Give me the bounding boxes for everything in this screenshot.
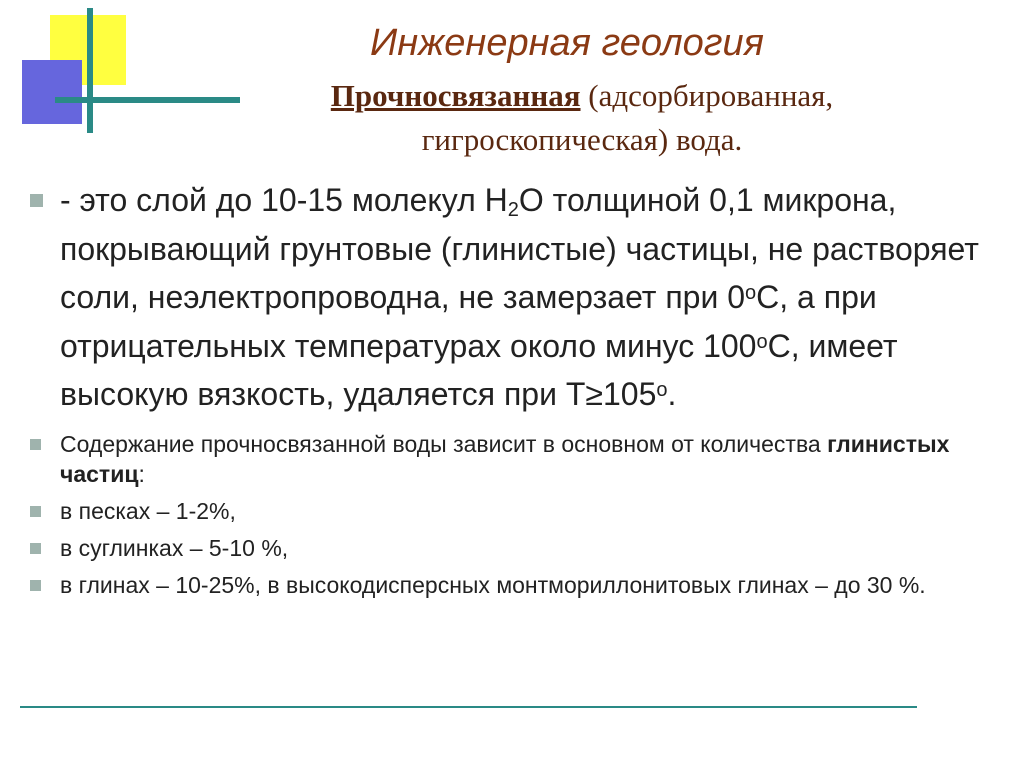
bullet-item-definition (30, 176, 1015, 419)
bullet-item-content (30, 429, 1015, 489)
superscript: о (656, 379, 668, 401)
slide-content (30, 176, 1015, 600)
subtitle-line2: гигроскопическая) вода. (421, 122, 743, 157)
bullet-item-loam (30, 533, 1015, 563)
bullet-text: в песках – 1-2%, (60, 497, 236, 524)
square-bullet-icon (30, 506, 41, 517)
bullet-text: О толщиной 0,1 микрона, покрывающий грунтовые (глинистые) частицы, не растворяет соли, неэлектропроводна, не замерзает при 0 (60, 182, 979, 315)
bullet-text: С, имеет высокую вязкость, удаляется при Т≥105 (60, 327, 898, 412)
bullet-text: . (667, 376, 677, 412)
bullet-text: в глинах – 10-25%, в высокодисперсных монтмориллонитовых глинах – до 30 %. (60, 571, 926, 598)
square-bullet-icon (30, 543, 41, 554)
subtitle-rest: (адсорбированная, (580, 78, 834, 113)
bullet-item-clay (30, 570, 1015, 600)
bullet-text: в суглинках – 5-10 %, (60, 534, 289, 561)
bullet-text: Содержание прочносвязанной воды зависит в основном от количества (60, 430, 828, 457)
superscript: о (756, 330, 768, 353)
square-bullet-icon (30, 580, 41, 591)
bullet-text: - это слой до 10-15 молекул Н (60, 182, 508, 218)
slide-header-title: Инженерная геология (370, 22, 764, 64)
slide-subtitle (140, 74, 1024, 162)
bullet-bold-text: глинистых частиц (60, 430, 950, 487)
superscript: о (745, 282, 757, 304)
footer-divider (20, 706, 917, 708)
subtitle-emphasis: Прочносвязанная (330, 78, 581, 113)
bullet-text: : (138, 460, 145, 487)
square-bullet-icon (30, 194, 43, 207)
bullet-item-sand (30, 496, 1015, 526)
bullet-text: С, а при отрицательных температурах около минус 100 (60, 279, 877, 364)
subscript: 2 (507, 199, 519, 221)
decor-blue-square (22, 60, 82, 124)
square-bullet-icon (30, 439, 41, 450)
